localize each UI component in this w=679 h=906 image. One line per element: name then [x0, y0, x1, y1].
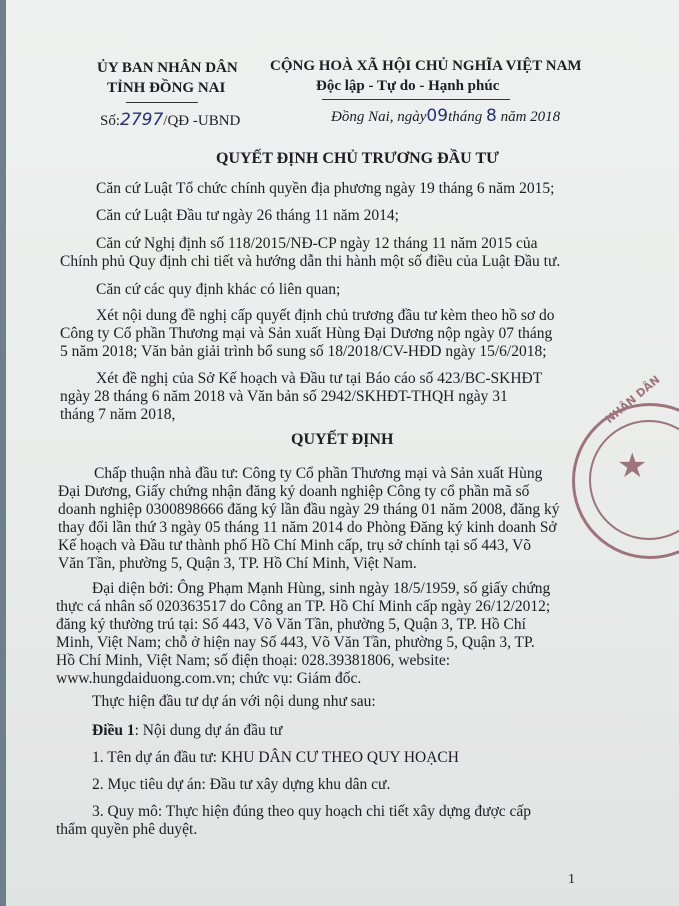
article-1	[92, 722, 282, 740]
agency-name-line1: ỦY BAN NHÂN DÂN	[97, 60, 238, 76]
date-month-label: tháng	[448, 109, 483, 125]
country-motto: Độc lập - Tự do - Hạnh phúc	[316, 78, 500, 94]
document-page: ỦY BAN NHÂN DÂN TỈNH ĐỒNG NAI CỘNG HOÀ XÃ HỘI CHỦ NGHĨA VIỆT NAM Độc lập - Tự do - Hạnh phúc Số:2797/QĐ -UBND Đồng Nai, ngày09tháng 8 năm 2018 QUYẾT ĐỊNH CHỦ TRƯƠNG ĐẦU TƯ Căn cứ Luật Tổ chức chính quyền địa phương ngày 19 tháng 6 năm 2015; Căn cứ Luật Đầu tư ngày 26 tháng 11 năm 2014; Căn cứ Nghị định số 118/2015/NĐ-CP ngày 12 tháng 11 năm 2015 của Chính phủ Quy định chi tiết và hướng dẫn thi hành một số điều của Luật Đầu tư. Căn cứ các quy định khác có liên quan; Xét nội dung đề nghị cấp quyết định chủ trương đầu tư kèm theo hồ sơ do Công ty Cổ phần Thương mại và Sản xuất Hùng Đại Dương nộp ngày 07 tháng 5 năm 2018; Văn bản giải trình bổ sung số 18/2018/CV-HĐD ngày 15/6/2018; Xét đề nghị của Sở Kế hoạch và Đầu tư tại Báo cáo số 423/BC-SKHĐT ngày 28 tháng 6 năm 2018 và Văn bản số 2942/SKHĐT-THQH ngày 31 tháng 7 năm 2018, QUYẾT ĐỊNH Chấp thuận nhà đầu tư: Công ty Cổ phần Thương mại và Sản xuất Hùng Đại Dương, Giấy chứng nhận đăng ký doanh nghiệp Công ty cổ phần mã số doanh nghiệp 0300898666 đăng ký lần đầu ngày 29 tháng 01 năm 2008, đăng ký thay đổi lần thứ 3 ngày 05 tháng 11 năm 2014 do Phòng Đăng ký kinh doanh Sở Kế hoạch và Đầu tư thành phố Hồ Chí Minh cấp, trụ sở chính tại số 443, Võ Văn Tần, phường 5, Quận 3, TP. Hồ Chí Minh, Việt Nam. Đại diện bởi: Ông Phạm Mạnh Hùng, sinh ngày 18/5/1959, số giấy chứng thực cá nhân số 020363517 do Công an TP. Hồ Chí Minh cấp ngày 26/12/2012; đăng ký thường trú tại: Số 443, Võ Văn Tần, phường 5, Quận 3, TP. Hồ Chí Minh, Việt Nam; chỗ ở hiện nay Số 443, Võ Văn Tần, phường 5, Quận 3, TP. Hồ Chí Minh, Việt Nam; số điện thoại: 028.39381806, website: www.hungdaiduong.com.vn; chức vụ: Giám đốc. Thực hiện đầu tư dự án với nội dung như sau: Điều 1: Nội dung dự án đầu tư 1. Tên dự án đầu tư: KHU DÂN CƯ THEO QUY HOẠCH 2. Mục tiêu dự án: Đầu tư xây dựng khu dân cư. 3. Quy mô: Thực hiện đúng theo quy hoạch chi tiết xây dựng được cấp thẩm quyền phê duyệt. 1 ★ NHÂN DÂN	[6, 0, 679, 906]
document-title: QUYẾT ĐỊNH CHỦ TRƯƠNG ĐẦU TƯ	[216, 150, 499, 167]
decision-number	[100, 110, 240, 130]
page-number: 1	[568, 872, 575, 887]
seal-star-icon: ★	[617, 446, 648, 486]
seal-text: NHÂN DÂN	[603, 373, 663, 426]
article-1-text: : Nội dung dự án đầu tư	[134, 722, 283, 739]
article-1-label: Điều 1	[92, 722, 135, 739]
decision-heading: QUYẾT ĐỊNH	[291, 431, 394, 448]
number-suffix: /QĐ -UBND	[163, 113, 241, 129]
number-handwritten: 2797	[120, 110, 164, 130]
country-name: CỘNG HOÀ XÃ HỘI CHỦ NGHĨA VIỆT NAM	[270, 58, 582, 74]
number-prefix: Số:	[100, 113, 121, 129]
agency-name-line2: TỈNH ĐỒNG NAI	[107, 80, 226, 96]
motto-underline	[322, 99, 510, 100]
official-seal	[572, 373, 679, 559]
agency-underline	[126, 102, 198, 103]
decision-date	[331, 106, 560, 126]
date-month: 8	[485, 106, 497, 126]
date-year: năm 2018	[500, 109, 561, 125]
date-day: 09	[426, 106, 449, 126]
date-prefix: Đồng Nai, ngày	[331, 109, 427, 125]
